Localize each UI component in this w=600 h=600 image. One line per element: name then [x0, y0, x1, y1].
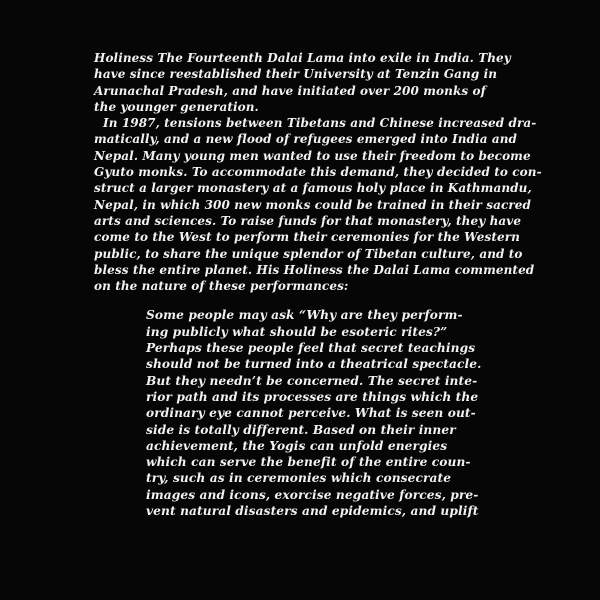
text-line: have since reestablished their University at Tenzin Gang in	[94, 67, 498, 82]
text-body	[94, 50, 554, 519]
text-line: matically, and a new flood of refugees emerged into India and	[94, 132, 518, 147]
text-line: Nepal, in which 300 new monks could be trained in their sacred	[94, 197, 532, 212]
quote-line: vent natural disasters and epidemics, and uplift	[146, 504, 479, 519]
block-quote	[146, 307, 554, 519]
text-line: Holiness The Fourteenth Dalai Lama into exile in India. They	[94, 51, 511, 65]
text-line: Gyuto monks. To accommodate this demand, they decided to con-	[94, 165, 542, 180]
text-line: In 1987, tensions between Tibetans and Chinese increased dra-	[103, 116, 537, 131]
quote-line: try, such as in ceremonies which consecrate	[146, 471, 452, 486]
paragraph-continuation	[94, 50, 554, 115]
quote-line: rior path and its processes are things which the	[146, 389, 479, 404]
quote-line: ing publicly what should be esoteric rites?”	[146, 324, 448, 339]
quote-line: Some people may ask “Why are they perform-	[146, 308, 463, 323]
text-line: the younger generation.	[94, 99, 259, 114]
text-line: on the nature of these performances:	[94, 279, 349, 294]
text-line: arts and sciences. To raise funds for that monastery, they have	[94, 213, 522, 228]
quote-line: which can serve the benefit of the entire coun-	[146, 455, 471, 470]
text-line: public, to share the unique splendor of Tibetan culture, and to	[94, 246, 523, 261]
quote-line: Perhaps these people feel that secret teachings	[146, 341, 476, 356]
quote-line: images and icons, exorcise negative forces, pre-	[146, 487, 479, 502]
text-line: Nepal. Many young men wanted to use their freedom to become	[94, 148, 531, 163]
text-line: Arunachal Pradesh, and have initiated over 200 monks of	[94, 83, 486, 98]
quote-line: side is totally different. Based on their inner	[146, 422, 456, 437]
quote-line: But they needn’t be concerned. The secret inte-	[146, 373, 478, 388]
text-line: bless the entire planet. His Holiness the Dalai Lama commented	[94, 262, 535, 277]
quote-line: ordinary eye cannot perceive. What is seen out-	[146, 406, 476, 421]
text-line: come to the West to perform their ceremonies for the Western	[94, 230, 520, 245]
paragraph-1987	[94, 115, 554, 294]
quote-line: should not be turned into a theatrical spectacle.	[146, 357, 482, 372]
quote-line: achievement, the Yogis can unfold energies	[146, 438, 448, 453]
text-line: struct a larger monastery at a famous holy place in Kathmandu,	[94, 181, 532, 196]
